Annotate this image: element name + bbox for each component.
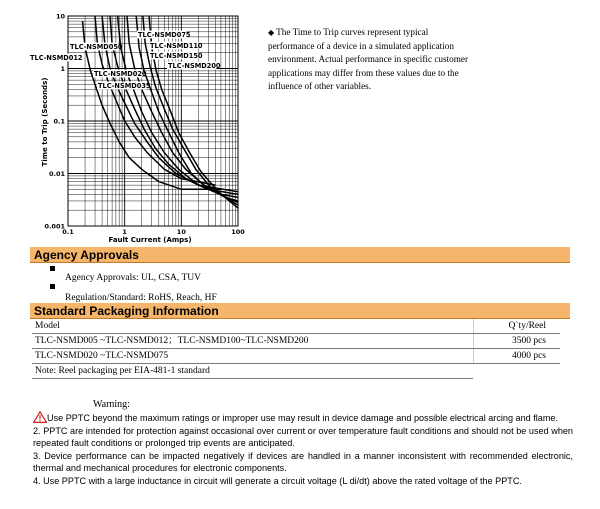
- series-label: TLC-NSMD035: [98, 82, 151, 90]
- series-label: TLC-NSMD200: [168, 62, 221, 70]
- table-note-row: [32, 364, 560, 379]
- warning-item: 4. Use PPTC with a large inductance in circuit will generate a circuit voltage (L di/dt) above the rated voltage of the PPTC.: [33, 476, 522, 486]
- series-label: TLC-NSMD012: [30, 54, 83, 62]
- header-model: Model: [32, 319, 473, 334]
- x-tick-label: 10: [176, 228, 186, 236]
- packaging-title: Standard Packaging Information: [34, 304, 219, 318]
- y-tick-label: 1: [60, 65, 65, 73]
- row-qty: 3500 pcs: [473, 334, 560, 349]
- warning-triangle-icon: [33, 411, 47, 423]
- x-tick-label: 0.1: [62, 228, 74, 236]
- table-row: [32, 334, 560, 349]
- series-label: TLC-NSMD020: [94, 70, 147, 78]
- packaging-header: [30, 303, 570, 319]
- chart-note-text: The Time to Trip curves represent typical performance of a device in a simulated application environment. Actual performance in specific customer applications may differ from these values due to the influence of other variables.: [268, 27, 469, 92]
- agency-item-text: Regulation/Standard: RoHS, Reach, HF: [65, 293, 217, 303]
- row-model: TLC-NSMD005 ~TLC-NSMD012；TLC-NSMD100~TLC-NSMD200: [32, 334, 473, 349]
- agency-item: [50, 286, 217, 303]
- warning-item: 2. PPTC are intended for protection against occasional over current or over temperature fault conditions and should not be used when repeated fault conditions or prolonged trip events are anticipated.: [33, 426, 573, 448]
- agency-item: [50, 268, 201, 283]
- chart-labels: [29, 13, 245, 237]
- warning-item: 3. Device performance can be impacted negatively if devices are handled in a manner inconsistent with recommended electronic, thermal and mechanical procedures for electronic components.: [33, 451, 573, 473]
- warning-title: Warning:: [93, 399, 130, 410]
- y-tick-label: 0.1: [53, 117, 65, 126]
- x-axis-label: Fault Current (Amps): [108, 236, 192, 244]
- agency-approvals-header: [30, 247, 570, 263]
- header-qty: Q`ty/Reel: [473, 319, 560, 334]
- agency-item-text: Agency Approvals: UL, CSA, TUV: [65, 273, 201, 283]
- row-model: TLC-NSMD020 ~TLC-NSMD075: [32, 349, 473, 364]
- series-label: TLC-NSMD075: [138, 31, 191, 39]
- square-bullet-icon: [50, 284, 55, 289]
- warning-item: [33, 411, 573, 424]
- square-bullet-icon: [50, 266, 55, 271]
- y-axis-label: Time to Trip (Seconds): [41, 77, 49, 167]
- y-tick-label: 10: [55, 12, 65, 21]
- table-header-row: [32, 319, 560, 334]
- time-to-trip-chart: [0, 0, 260, 250]
- table-row: [32, 349, 560, 364]
- diamond-bullet-icon: ◆: [268, 28, 275, 37]
- packaging-note: Note: Reel packaging per EIA-481-1 standard: [32, 364, 473, 379]
- y-tick-label: 0.01: [48, 170, 65, 178]
- chart-note: [268, 26, 468, 94]
- x-tick-label: 1: [122, 228, 127, 236]
- x-tick-label: 100: [231, 228, 245, 236]
- packaging-table: [32, 319, 560, 379]
- series-label: TLC-NSMD150: [150, 52, 203, 60]
- series-label: TLC-NSMD110: [150, 42, 203, 50]
- warning-item-text: Use PPTC beyond the maximum ratings or improper use may result in device damage and possible electrical arcing and flame.: [47, 413, 559, 423]
- y-tick-label: 0.001: [44, 222, 65, 231]
- warning-list: [33, 411, 573, 488]
- series-label: TLC-NSMD050: [70, 43, 123, 51]
- row-qty: 4000 pcs: [473, 349, 560, 364]
- agency-approvals-title: Agency Approvals: [34, 248, 139, 262]
